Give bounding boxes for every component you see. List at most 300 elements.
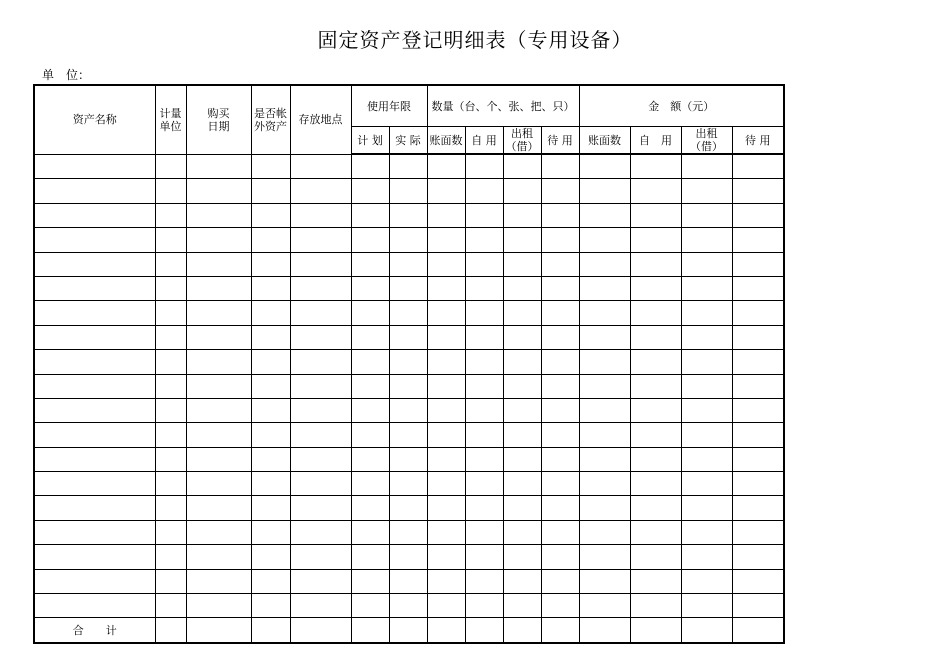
total-cell[interactable] [681, 618, 732, 643]
table-cell[interactable] [579, 252, 630, 276]
table-cell[interactable] [630, 179, 681, 203]
table-cell[interactable] [34, 203, 155, 227]
table-cell[interactable] [34, 252, 155, 276]
table-cell[interactable] [465, 276, 503, 300]
table-cell[interactable] [155, 325, 186, 349]
table-cell[interactable] [732, 423, 784, 447]
table-cell[interactable] [389, 179, 427, 203]
table-cell[interactable] [351, 496, 389, 520]
table-cell[interactable] [155, 594, 186, 618]
table-cell[interactable] [351, 154, 389, 179]
table-cell[interactable] [427, 154, 465, 179]
table-cell[interactable] [732, 594, 784, 618]
table-cell[interactable] [465, 594, 503, 618]
table-cell[interactable] [34, 350, 155, 374]
table-cell[interactable] [427, 203, 465, 227]
table-cell[interactable] [34, 569, 155, 593]
table-cell[interactable] [681, 203, 732, 227]
table-cell[interactable] [251, 447, 290, 471]
table-cell[interactable] [389, 569, 427, 593]
table-cell[interactable] [579, 520, 630, 544]
table-cell[interactable] [251, 276, 290, 300]
table-cell[interactable] [732, 472, 784, 496]
table-cell[interactable] [351, 569, 389, 593]
table-cell[interactable] [732, 203, 784, 227]
table-cell[interactable] [681, 545, 732, 569]
table-cell[interactable] [732, 520, 784, 544]
table-cell[interactable] [541, 276, 579, 300]
table-cell[interactable] [155, 496, 186, 520]
table-cell[interactable] [351, 374, 389, 398]
table-cell[interactable] [541, 350, 579, 374]
table-cell[interactable] [732, 276, 784, 300]
table-cell[interactable] [541, 374, 579, 398]
table-cell[interactable] [290, 423, 351, 447]
table-cell[interactable] [465, 447, 503, 471]
table-cell[interactable] [34, 301, 155, 325]
table-cell[interactable] [389, 228, 427, 252]
table-cell[interactable] [541, 423, 579, 447]
table-cell[interactable] [503, 203, 541, 227]
table-cell[interactable] [186, 179, 251, 203]
table-cell[interactable] [579, 276, 630, 300]
total-cell[interactable] [541, 618, 579, 643]
table-cell[interactable] [541, 569, 579, 593]
table-cell[interactable] [351, 203, 389, 227]
table-cell[interactable] [541, 594, 579, 618]
table-cell[interactable] [389, 276, 427, 300]
table-cell[interactable] [732, 350, 784, 374]
table-cell[interactable] [630, 203, 681, 227]
table-cell[interactable] [579, 569, 630, 593]
table-cell[interactable] [427, 569, 465, 593]
table-cell[interactable] [681, 301, 732, 325]
table-cell[interactable] [155, 301, 186, 325]
table-cell[interactable] [681, 398, 732, 422]
table-cell[interactable] [732, 252, 784, 276]
table-cell[interactable] [389, 423, 427, 447]
table-cell[interactable] [503, 301, 541, 325]
table-cell[interactable] [732, 301, 784, 325]
table-cell[interactable] [251, 520, 290, 544]
table-cell[interactable] [251, 179, 290, 203]
total-cell[interactable] [427, 618, 465, 643]
table-cell[interactable] [579, 398, 630, 422]
total-cell[interactable] [290, 618, 351, 643]
table-cell[interactable] [541, 252, 579, 276]
table-cell[interactable] [251, 374, 290, 398]
total-cell[interactable] [465, 618, 503, 643]
table-cell[interactable] [503, 447, 541, 471]
table-cell[interactable] [351, 301, 389, 325]
table-cell[interactable] [579, 350, 630, 374]
table-cell[interactable] [251, 569, 290, 593]
table-cell[interactable] [34, 179, 155, 203]
total-cell[interactable] [630, 618, 681, 643]
table-cell[interactable] [389, 154, 427, 179]
table-cell[interactable] [681, 569, 732, 593]
table-cell[interactable] [251, 496, 290, 520]
table-cell[interactable] [34, 545, 155, 569]
table-cell[interactable] [251, 203, 290, 227]
table-cell[interactable] [732, 569, 784, 593]
table-cell[interactable] [186, 203, 251, 227]
table-cell[interactable] [351, 594, 389, 618]
table-cell[interactable] [290, 350, 351, 374]
table-cell[interactable] [389, 252, 427, 276]
table-cell[interactable] [290, 179, 351, 203]
table-cell[interactable] [681, 520, 732, 544]
table-cell[interactable] [186, 252, 251, 276]
table-cell[interactable] [155, 252, 186, 276]
table-cell[interactable] [465, 228, 503, 252]
table-cell[interactable] [351, 520, 389, 544]
table-cell[interactable] [579, 496, 630, 520]
table-cell[interactable] [541, 545, 579, 569]
table-cell[interactable] [579, 545, 630, 569]
table-cell[interactable] [732, 496, 784, 520]
table-cell[interactable] [541, 398, 579, 422]
table-cell[interactable] [503, 472, 541, 496]
table-cell[interactable] [34, 398, 155, 422]
table-cell[interactable] [503, 520, 541, 544]
table-cell[interactable] [681, 325, 732, 349]
table-cell[interactable] [579, 374, 630, 398]
table-cell[interactable] [541, 179, 579, 203]
table-cell[interactable] [465, 496, 503, 520]
table-cell[interactable] [427, 496, 465, 520]
table-cell[interactable] [155, 228, 186, 252]
table-cell[interactable] [630, 472, 681, 496]
table-cell[interactable] [34, 447, 155, 471]
table-cell[interactable] [155, 398, 186, 422]
table-cell[interactable] [351, 350, 389, 374]
table-cell[interactable] [155, 179, 186, 203]
table-cell[interactable] [630, 520, 681, 544]
table-cell[interactable] [155, 472, 186, 496]
table-cell[interactable] [389, 447, 427, 471]
table-cell[interactable] [732, 179, 784, 203]
table-cell[interactable] [579, 179, 630, 203]
table-cell[interactable] [541, 203, 579, 227]
table-cell[interactable] [34, 374, 155, 398]
table-cell[interactable] [427, 276, 465, 300]
table-cell[interactable] [465, 569, 503, 593]
table-cell[interactable] [732, 374, 784, 398]
table-cell[interactable] [427, 325, 465, 349]
table-row [34, 520, 784, 544]
table-cell[interactable] [681, 350, 732, 374]
table-cell[interactable] [630, 398, 681, 422]
table-cell[interactable] [389, 398, 427, 422]
table-cell[interactable] [389, 301, 427, 325]
table-cell[interactable] [541, 447, 579, 471]
table-cell[interactable] [251, 252, 290, 276]
table-cell[interactable] [465, 545, 503, 569]
table-cell[interactable] [630, 496, 681, 520]
table-cell[interactable] [630, 423, 681, 447]
table-cell[interactable] [186, 569, 251, 593]
table-cell[interactable] [465, 423, 503, 447]
table-cell[interactable] [579, 423, 630, 447]
table-cell[interactable] [503, 154, 541, 179]
table-cell[interactable] [630, 325, 681, 349]
total-cell[interactable] [351, 618, 389, 643]
table-cell[interactable] [681, 423, 732, 447]
table-cell[interactable] [155, 154, 186, 179]
table-cell[interactable] [427, 179, 465, 203]
table-cell[interactable] [155, 374, 186, 398]
table-cell[interactable] [186, 228, 251, 252]
total-cell[interactable] [186, 618, 251, 643]
table-cell[interactable] [630, 350, 681, 374]
table-cell[interactable] [186, 520, 251, 544]
table-cell[interactable] [251, 301, 290, 325]
table-cell[interactable] [465, 154, 503, 179]
table-cell[interactable] [251, 423, 290, 447]
table-cell[interactable] [630, 374, 681, 398]
total-cell[interactable] [732, 618, 784, 643]
table-cell[interactable] [732, 228, 784, 252]
table-cell[interactable] [427, 520, 465, 544]
table-cell[interactable] [579, 203, 630, 227]
total-cell[interactable] [579, 618, 630, 643]
table-cell[interactable] [251, 350, 290, 374]
table-cell[interactable] [251, 545, 290, 569]
table-cell[interactable] [465, 325, 503, 349]
table-cell[interactable] [681, 594, 732, 618]
table-cell[interactable] [503, 350, 541, 374]
table-cell[interactable] [630, 276, 681, 300]
table-cell[interactable] [251, 398, 290, 422]
table-cell[interactable] [34, 325, 155, 349]
table-cell[interactable] [630, 569, 681, 593]
table-cell[interactable] [290, 545, 351, 569]
table-cell[interactable] [251, 228, 290, 252]
table-cell[interactable] [732, 325, 784, 349]
table-cell[interactable] [630, 301, 681, 325]
table-cell[interactable] [351, 252, 389, 276]
table-cell[interactable] [503, 228, 541, 252]
table-cell[interactable] [290, 520, 351, 544]
table-cell[interactable] [541, 154, 579, 179]
table-cell[interactable] [389, 496, 427, 520]
table-cell[interactable] [351, 325, 389, 349]
table-cell[interactable] [389, 374, 427, 398]
table-cell[interactable] [186, 545, 251, 569]
table-cell[interactable] [34, 520, 155, 544]
table-cell[interactable] [34, 276, 155, 300]
table-cell[interactable] [427, 545, 465, 569]
table-cell[interactable] [155, 569, 186, 593]
table-cell[interactable] [541, 325, 579, 349]
table-cell[interactable] [427, 301, 465, 325]
table-cell[interactable] [290, 496, 351, 520]
table-cell[interactable] [465, 520, 503, 544]
table-cell[interactable] [186, 374, 251, 398]
table-cell[interactable] [732, 154, 784, 179]
table-cell[interactable] [186, 276, 251, 300]
table-cell[interactable] [503, 594, 541, 618]
table-cell[interactable] [681, 276, 732, 300]
table-cell[interactable] [503, 276, 541, 300]
table-cell[interactable] [351, 472, 389, 496]
table-cell[interactable] [681, 179, 732, 203]
table-cell[interactable] [351, 423, 389, 447]
table-cell[interactable] [681, 154, 732, 179]
table-cell[interactable] [465, 398, 503, 422]
table-cell[interactable] [681, 472, 732, 496]
table-cell[interactable] [34, 154, 155, 179]
table-cell[interactable] [579, 594, 630, 618]
table-cell[interactable] [427, 472, 465, 496]
table-cell[interactable] [541, 520, 579, 544]
table-cell[interactable] [579, 472, 630, 496]
table-cell[interactable] [155, 447, 186, 471]
table-cell[interactable] [34, 472, 155, 496]
table-cell[interactable] [155, 203, 186, 227]
table-cell[interactable] [290, 252, 351, 276]
table-cell[interactable] [34, 423, 155, 447]
table-cell[interactable] [155, 545, 186, 569]
table-cell[interactable] [251, 325, 290, 349]
table-cell[interactable] [630, 594, 681, 618]
table-cell[interactable] [186, 325, 251, 349]
table-cell[interactable] [630, 447, 681, 471]
table-cell[interactable] [465, 472, 503, 496]
table-cell[interactable] [186, 154, 251, 179]
table-cell[interactable] [503, 252, 541, 276]
table-cell[interactable] [579, 325, 630, 349]
table-cell[interactable] [290, 203, 351, 227]
table-cell[interactable] [186, 423, 251, 447]
table-cell[interactable] [351, 398, 389, 422]
table-cell[interactable] [427, 594, 465, 618]
table-cell[interactable] [34, 228, 155, 252]
table-cell[interactable] [155, 276, 186, 300]
total-cell[interactable] [251, 618, 290, 643]
table-cell[interactable] [389, 203, 427, 227]
total-cell[interactable] [389, 618, 427, 643]
table-cell[interactable] [427, 398, 465, 422]
table-cell[interactable] [389, 594, 427, 618]
table-cell[interactable] [503, 545, 541, 569]
table-cell[interactable] [503, 496, 541, 520]
table-cell[interactable] [465, 301, 503, 325]
table-cell[interactable] [732, 398, 784, 422]
table-cell[interactable] [427, 228, 465, 252]
table-cell[interactable] [290, 569, 351, 593]
table-cell[interactable] [541, 496, 579, 520]
table-cell[interactable] [427, 374, 465, 398]
table-cell[interactable] [630, 154, 681, 179]
table-cell[interactable] [186, 398, 251, 422]
table-cell[interactable] [186, 447, 251, 471]
table-cell[interactable] [427, 423, 465, 447]
table-cell[interactable] [351, 447, 389, 471]
table-cell[interactable] [251, 154, 290, 179]
table-cell[interactable] [351, 276, 389, 300]
table-cell[interactable] [465, 350, 503, 374]
table-cell[interactable] [427, 252, 465, 276]
table-cell[interactable] [681, 228, 732, 252]
table-cell[interactable] [579, 228, 630, 252]
table-cell[interactable] [290, 325, 351, 349]
table-cell[interactable] [251, 594, 290, 618]
table-cell[interactable] [630, 228, 681, 252]
table-cell[interactable] [186, 301, 251, 325]
table-cell[interactable] [681, 496, 732, 520]
table-cell[interactable] [389, 520, 427, 544]
table-cell[interactable] [503, 569, 541, 593]
table-cell[interactable] [630, 252, 681, 276]
table-cell[interactable] [579, 301, 630, 325]
table-cell[interactable] [389, 350, 427, 374]
table-cell[interactable] [465, 179, 503, 203]
table-cell[interactable] [465, 252, 503, 276]
table-cell[interactable] [290, 154, 351, 179]
table-cell[interactable] [427, 447, 465, 471]
table-cell[interactable] [186, 496, 251, 520]
table-cell[interactable] [351, 179, 389, 203]
table-cell[interactable] [503, 325, 541, 349]
table-cell[interactable] [351, 545, 389, 569]
table-cell[interactable] [503, 423, 541, 447]
table-cell[interactable] [427, 350, 465, 374]
table-cell[interactable] [579, 154, 630, 179]
table-cell[interactable] [251, 472, 290, 496]
table-cell[interactable] [541, 301, 579, 325]
table-cell[interactable] [290, 301, 351, 325]
total-cell[interactable] [155, 618, 186, 643]
table-cell[interactable] [732, 545, 784, 569]
table-cell[interactable] [155, 350, 186, 374]
table-cell[interactable] [681, 374, 732, 398]
table-cell[interactable] [630, 545, 681, 569]
table-cell[interactable] [389, 545, 427, 569]
table-cell[interactable] [34, 496, 155, 520]
table-cell[interactable] [290, 228, 351, 252]
table-cell[interactable] [465, 374, 503, 398]
table-cell[interactable] [681, 447, 732, 471]
table-cell[interactable] [290, 374, 351, 398]
table-cell[interactable] [541, 472, 579, 496]
table-cell[interactable] [503, 398, 541, 422]
table-cell[interactable] [351, 228, 389, 252]
table-cell[interactable] [290, 276, 351, 300]
table-cell[interactable] [503, 374, 541, 398]
table-cell[interactable] [290, 447, 351, 471]
table-cell[interactable] [34, 594, 155, 618]
table-cell[interactable] [541, 228, 579, 252]
table-cell[interactable] [389, 472, 427, 496]
table-cell[interactable] [290, 472, 351, 496]
table-cell[interactable] [579, 447, 630, 471]
table-cell[interactable] [732, 447, 784, 471]
table-cell[interactable] [155, 423, 186, 447]
table-cell[interactable] [389, 325, 427, 349]
table-cell[interactable] [290, 398, 351, 422]
table-cell[interactable] [503, 179, 541, 203]
table-cell[interactable] [681, 252, 732, 276]
total-cell[interactable] [503, 618, 541, 643]
table-cell[interactable] [186, 594, 251, 618]
table-cell[interactable] [465, 203, 503, 227]
table-cell[interactable] [186, 472, 251, 496]
table-cell[interactable] [155, 520, 186, 544]
table-cell[interactable] [290, 594, 351, 618]
table-cell[interactable] [186, 350, 251, 374]
